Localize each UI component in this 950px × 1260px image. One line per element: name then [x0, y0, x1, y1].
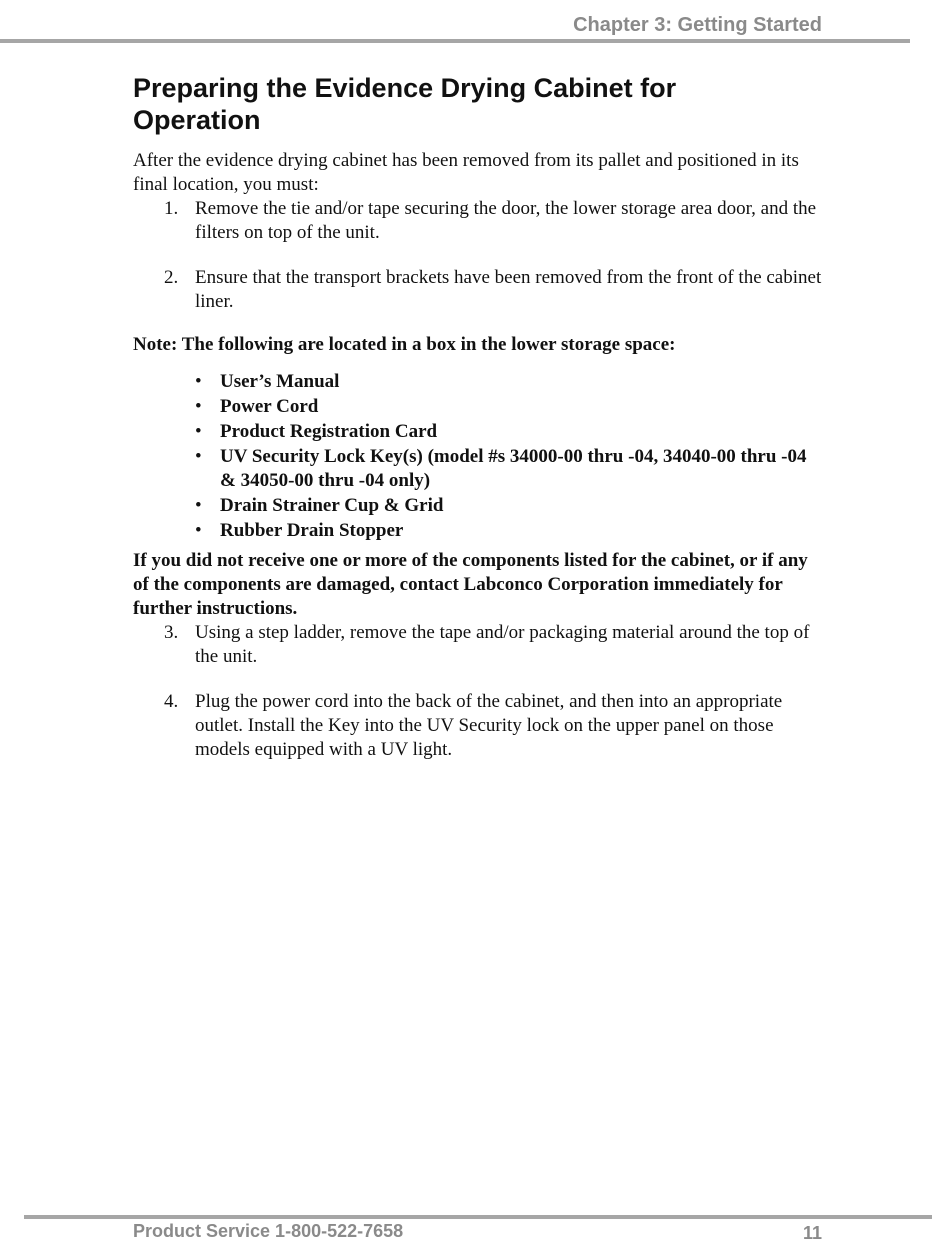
step-number: 4. — [164, 691, 179, 712]
list-item — [133, 494, 823, 518]
footer-divider — [24, 1215, 932, 1219]
steps-list-second — [133, 621, 823, 762]
step-number: 2. — [164, 267, 179, 288]
steps-list-first — [133, 197, 823, 314]
list-item — [133, 519, 823, 543]
warning-paragraph: If you did not receive one or more of the components listed for the cabinet, or if any of the components are damaged, contact Labconco Corporation immediately for further instructions. — [133, 550, 808, 619]
bullet-icon: • — [195, 396, 202, 417]
step-text: Remove the tie and/or tape securing the door, the lower storage area door, and the filters on top of the unit. — [195, 198, 817, 243]
intro-paragraph: After the evidence drying cabinet has been removed from its pallet and positioned in its final location, you must: — [133, 150, 799, 195]
header-divider — [0, 39, 910, 43]
step-text: Plug the power cord into the back of the cabinet, and then into an appropriate outlet. Install the Key into the UV Security lock on the upper panel on those models equipped with a UV light. — [195, 691, 783, 760]
step-number: 1. — [164, 198, 179, 219]
step-item — [133, 197, 823, 245]
page-number: 11 — [802, 1223, 822, 1243]
list-item — [133, 370, 823, 394]
chapter-header: Chapter 3: Getting Started — [573, 14, 822, 36]
item-text: Power Cord — [220, 396, 319, 417]
included-items-list — [133, 370, 823, 543]
step-item — [133, 621, 823, 669]
bullet-icon: • — [195, 520, 202, 541]
list-item — [133, 395, 823, 419]
item-text: UV Security Lock Key(s) (model #s 34000-00 thru -04, 34040-00 thru -04 & 34050-00 thru -04 only) — [220, 446, 807, 491]
step-item — [133, 266, 823, 314]
section-title: Preparing the Evidence Drying Cabinet for Operation — [133, 73, 677, 135]
item-text: Rubber Drain Stopper — [220, 520, 404, 541]
page-content — [133, 72, 823, 762]
step-text: Using a step ladder, remove the tape and/or packaging material around the top of the unit. — [195, 622, 810, 667]
bullet-icon: • — [195, 495, 202, 516]
item-text: Drain Strainer Cup & Grid — [220, 495, 444, 516]
item-text: Product Registration Card — [220, 421, 438, 442]
list-item — [133, 420, 823, 444]
bullet-icon: • — [195, 371, 202, 392]
step-text: Ensure that the transport brackets have been removed from the front of the cabinet liner. — [195, 267, 822, 312]
list-item — [133, 445, 823, 493]
item-text: User’s Manual — [220, 371, 340, 392]
step-item — [133, 690, 823, 762]
bullet-icon: • — [195, 421, 202, 442]
note-paragraph: Note: The following are located in a box in the lower storage space: — [133, 334, 676, 355]
product-service-footer: Product Service 1-800-522-7658 — [133, 1221, 404, 1241]
bullet-icon: • — [195, 446, 202, 467]
step-number: 3. — [164, 622, 179, 643]
